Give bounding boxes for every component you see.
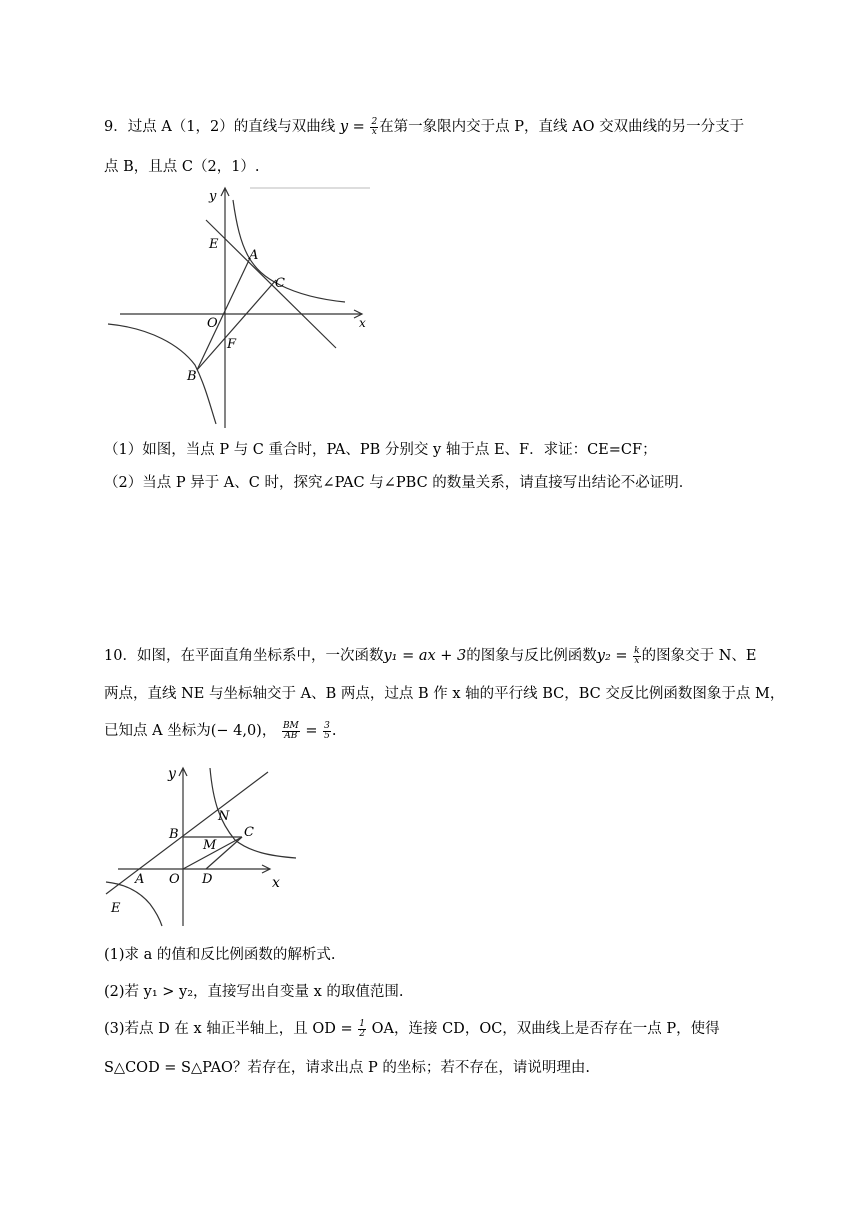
q10-fraction-bm-ab	[282, 722, 300, 741]
q9-fraction	[370, 118, 378, 137]
q10-label-C: C	[244, 825, 254, 840]
q10-equals: =	[305, 723, 318, 739]
q10-sub3-frac-num: 1	[359, 1018, 366, 1029]
q10-label-D: D	[202, 872, 213, 887]
q10-sub3-text-a: (3)若点 D 在 x 轴正半轴上，且 OD =	[104, 1021, 353, 1037]
q10-label-x: x	[272, 875, 280, 891]
q10-sub3-fraction	[358, 1020, 366, 1039]
q10-text-c: 的图象交于 N、E	[641, 648, 757, 664]
q10-label-E: E	[111, 901, 121, 916]
q10-label-N: N	[218, 809, 230, 824]
q9-sub-2: （2）当点 P 异于 A、C 时，探究∠PAC 与∠PBC 的数量关系，请直接写出结论不必证明．	[104, 475, 694, 491]
q9-figure	[100, 180, 390, 430]
q9-text-a: 9．过点 A（1，2）的直线与双曲线	[104, 119, 336, 135]
q10-frac-3: 3	[324, 720, 330, 731]
q10-label-y: y	[168, 766, 176, 782]
q10-text-a: 10．如图，在平面直角坐标系中，一次函数	[104, 648, 384, 664]
q10-label-M: M	[203, 838, 217, 853]
q9-frac-den: x	[371, 126, 377, 137]
q10-equation-2: y₂ =	[596, 648, 628, 664]
q9-label-C: C	[275, 276, 285, 291]
q9-label-O: O	[207, 316, 218, 331]
q9-line-2: 点 B，且点 C（2，1）.	[104, 159, 260, 175]
q10-period: .	[331, 723, 337, 739]
q9-frac-num: 2	[371, 116, 378, 127]
q10-frac-bm: BM	[282, 720, 299, 731]
q10-label-B: B	[169, 827, 179, 842]
q10-fraction-k	[633, 647, 640, 666]
q9-label-A: A	[249, 248, 259, 263]
q10-sub-3-line-2: S△COD = S△PAO？若存在，请求出点 P 的坐标；若不存在，请说明理由.	[104, 1060, 591, 1076]
q9-label-B: B	[187, 369, 197, 384]
q10-sub-3	[104, 1019, 720, 1039]
q10-sub-1: (1)求 a 的值和反比例函数的解析式.	[104, 947, 336, 963]
q10-text-point-A: 已知点 A 坐标为(− 4,0)，	[104, 723, 277, 739]
q9-label-E: E	[209, 237, 219, 252]
q10-frac-ab: AB	[284, 730, 298, 741]
q10-label-O: O	[169, 872, 180, 887]
q9-label-x: x	[359, 316, 366, 330]
q10-frac-k-den: x	[634, 655, 640, 666]
q9-line-1	[104, 117, 744, 137]
q9-equation: y =	[339, 119, 365, 135]
q9-label-y: y	[209, 189, 217, 204]
q9-sub-1: （1）如图，当点 P 与 C 重合时，PA、PB 分别交 y 轴于点 E、F．求证：CE=CF；	[104, 442, 657, 458]
q10-figure	[100, 762, 300, 932]
q9-text-b: 在第一象限内交于点 P，直线 AO 交双曲线的另一分支于	[379, 119, 745, 135]
q10-text-b: 的图象与反比例函数	[466, 648, 597, 664]
q10-frac-k-num: k	[634, 645, 640, 656]
q10-sub3-text-b: OA，连接 CD，OC，双曲线上是否存在一点 P，使得	[371, 1021, 720, 1037]
q10-sub-2: (2)若 y₁ > y₂，直接写出自变量 x 的取值范围.	[104, 984, 404, 1000]
q9-label-F: F	[227, 337, 237, 352]
q10-equation-1: y₁ = ax + 3	[383, 648, 467, 664]
q10-frac-5: 5	[324, 730, 330, 741]
q10-label-A: A	[135, 872, 145, 887]
q10-sub3-frac-den: 2	[359, 1028, 366, 1039]
q10-line-1	[104, 646, 756, 666]
q9-hyperbola-left	[108, 324, 216, 424]
q10-fraction-3-5	[323, 722, 331, 741]
q10-line-2: 两点，直线 NE 与坐标轴交于 A、B 两点，过点 B 作 x 轴的平行线 BC，BC 交反比例函数图象于点 M，	[104, 686, 785, 702]
q10-line-3	[104, 721, 337, 741]
